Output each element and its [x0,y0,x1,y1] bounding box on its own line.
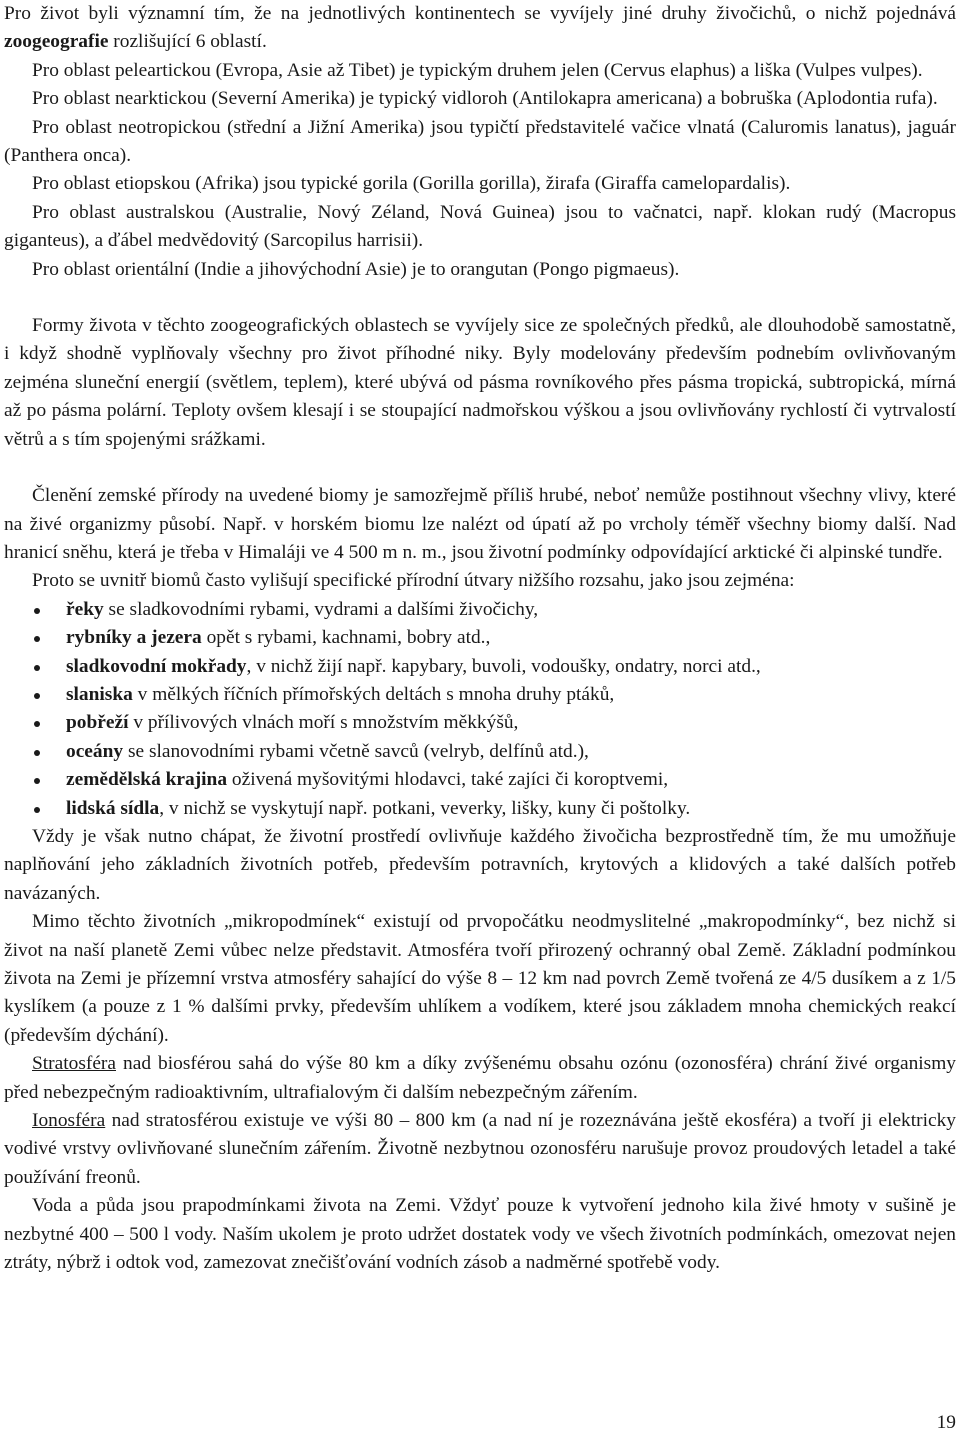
term-ionosphere: Ionosféra [32,1110,106,1132]
list-item: slaniska v mělkých říčních přímořských deltách s mnoha druhy ptáků, [4,681,956,709]
paragraph-oriental: Pro oblast orientální (Indie a jihovýchodní Asie) je to orangutan (Pongo pigmaeus). [32,258,680,280]
paragraph-ethiopian: Pro oblast etiopskou (Afrika) jsou typické gorila (Gorilla gorilla), žirafa (Giraffa camelopardalis). [32,173,791,195]
list-item: lidská sídla, v nichž se vyskytují např. potkani, veverky, lišky, kuny či poštolky. [4,795,956,823]
list-item: zemědělská krajina oživená myšovitými hlodavci, také zajíci či koroptvemi, [4,766,956,794]
habitat-list [4,596,956,823]
top-text-block [4,0,956,1277]
bullet-icon [34,721,40,727]
paragraph-palearctic: Pro oblast peleartickou (Evropa, Asie až Tibet) je typickým druhem jelen (Cervus elaphus) a liška (Vulpes vulpes). [32,59,923,81]
page-number: 19 [936,1412,956,1433]
paragraph-list-intro: Proto se uvnitř biomů často vylišují specifické přírodní útvary nižšího rozsahu, jako jsou zejména: [32,570,795,592]
bullet-icon [34,636,40,642]
bullet-icon [34,665,40,671]
list-item: řeky se sladkovodními rybami, vydrami a dalšími živočichy, [4,596,956,624]
paragraph-australian: Pro oblast australskou (Australie, Nový Zéland, Nová Guinea) jsou to vačnatci, např. klokan rudý (Macropus giganteus), a ďábel medvědovitý (Sarcopilus harrisii). [4,201,956,252]
list-item: pobřeží v přílivových vlnách moří s množstvím měkkýšů, [4,709,956,737]
term-stratosphere: Stratosféra [32,1053,116,1075]
paragraph-atmosphere: Mimo těchto životních „mikropodmínek“ existují od prvopočátku neodmyslitelné „makropodmínky“, bez nichž si život na naší planetě Zemi vůbec nelze představit. Atmosféra tvoří přirozený ochranný obal Země. Základní podmínkou života na Zemi je přízemní vrstva atmosféry sahající do výše 8 – 12 km nad povrch Země tvořená ze 4/5 dusíkem a z 1/5 kyslíkem (a pouze z 1 % dalšími prvky, především uhlíkem a vodíkem, které jsou základem mnoha chemických reakcí (především dýchání). [4,911,956,1046]
paragraph-neotropical: Pro oblast neotropickou (střední a Jižní Amerika) jsou typičtí představitelé vačice vlnatá (Caluromis lanatus), jaguár (Panthera onca). [4,116,956,167]
bullet-icon [34,778,40,784]
list-item: rybníky a jezera opět s rybami, kachnami, bobry atd., [4,624,956,652]
paragraph-biomes: Členění zemské přírody na uvedené biomy je samozřejmě příliš hrubé, neboť nemůže postihnout všechny vlivy, které na živé organizmy působí. Např. v horském biomu lze nalézt od úpatí až po vrcholy téměř všechny biomy další. Nad hranicí sněhu, která je třeba v Himaláji ve 4 500 m n. m., jsou životní podmínky odpovídající arktické či alpinské tundře. [4,485,956,563]
paragraph-ionosphere: Ionosféra nad stratosférou existuje ve výši 80 – 800 km (a nad ní je rozeznávána ještě ekosféra) a tvoří ji elektricky vodivé vrstvy ovlivňované slunečním zářením. Životně nezbytnou ozonosféru narušuje provoz proudových letadel a také používání freonů. [4,1110,956,1188]
paragraph-water: Voda a půda jsou prapodmínkami života na Zemi. Vždyť pouze k vytvoření jednoho kila živé hmoty v sušině je nezbytné 400 – 500 l vody. Naším ukolem je proto udržet dostatek vody ve všech životních podmínkách, omezovat nejen ztráty, nýbrž i odtok vod, zamezovat znečišťování vodních zásob a nadměrné spotřebě vody. [4,1195,956,1274]
spacer [4,284,956,312]
paragraph-environment: Vždy je však nutno chápat, že životní prostředí ovlivňuje každého živočicha bezprostředně tím, že mu umožňuje naplňování jeho základních životních potřeb, především potravních, krytových a klidových a také dalších potřeb navázaných. [4,825,956,904]
list-item: oceány se slanovodními rybami včetně savců (velryb, delfínů atd.), [4,738,956,766]
paragraph-zoogeography: Pro život byli významní tím, že na jednotlivých kontinentech se vyvíjely jiné druhy živočichů, o nichž pojednává zoogeografie rozlišující 6 oblastí. [4,3,956,53]
list-item: sladkovodní mokřady, v nichž žijí např. kapybary, buvoli, vodoušky, ondatry, norci atd., [4,653,956,681]
spacer [4,454,956,482]
paragraph-stratosphere: Stratosféra nad biosférou sahá do výše 80 km a díky zvýšenému obsahu ozónu (ozonosféra) chrání živé organismy před nebezpečným radioaktivním, ultrafialovým či dalším nebezpečným zářením. [4,1053,956,1103]
bullet-icon [34,807,40,813]
term-zoogeography: zoogeografie [4,31,109,53]
bullet-icon [34,750,40,756]
bullet-icon [34,693,40,699]
paragraph-nearctic: Pro oblast nearktickou (Severní Amerika) je typický vidloroh (Antilokapra americana) a bobruška (Aplodontia rufa). [32,88,938,110]
paragraph-life-forms: Formy života v těchto zoogeografických oblastech se vyvíjely sice ze společných předků, ale dlouhodobě samostatně, i když shodně vyplňovaly všechny pro život příhodné niky. Byly modelovány především podnebím ovlivňovaným zejména sluneční energií (světlem, teplem), které ubývá od pásma rovníkového přes pásma tropická, subtropická, mírná až po pásma polární. Teploty ovšem klesají i se stoupající nadmořskou výškou a jsou ovlivňovány rychlostí či vytrvalostí větrů a s tím spojenými srážkami. [4,315,956,450]
bullet-icon [34,608,40,614]
